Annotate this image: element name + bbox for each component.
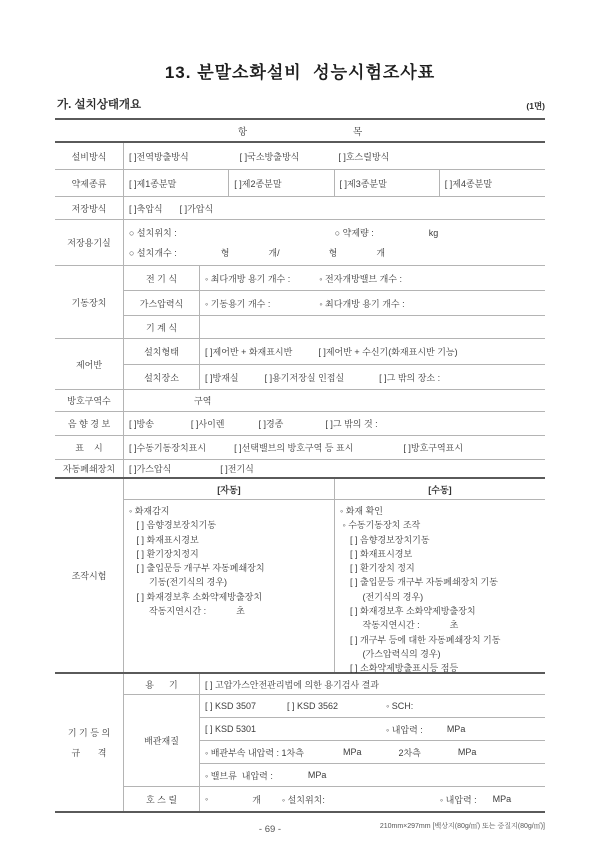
- subrow-content: [200, 695, 545, 717]
- section-heading: 가. 설치상태개요: [57, 99, 142, 111]
- unit-label: 구역: [194, 396, 212, 406]
- manual-checklist-line: ◦ 수동기동장치 조작: [340, 520, 421, 531]
- unit-label: 형: [220, 247, 230, 258]
- field-label: ◦ 기동용기 개수 :: [205, 298, 271, 309]
- subrow-pipe-material: [124, 695, 545, 787]
- row-operation-test: [55, 477, 545, 672]
- manual-checklist-line: [ ] 화재표시경보: [340, 548, 413, 559]
- row-label: 방호구역수: [55, 390, 124, 411]
- auto-checklist-line: 작동지연시간 : 초: [129, 606, 245, 617]
- row-label: 저장용기실: [55, 220, 124, 265]
- checkbox-option: [ ]용기저장실 인접실: [264, 372, 345, 383]
- checkbox-option: [ ]제어반 + 화재표시반: [205, 347, 293, 357]
- field-label: ◦ 내압력 :: [386, 724, 423, 735]
- manual-column-header: [수동]: [428, 484, 452, 495]
- page-footer: [0, 821, 600, 839]
- unit-label: 개/: [268, 247, 280, 258]
- subrow-install-form: [124, 339, 545, 365]
- paper-spec-note: 210mm×297mm [백상지(80g/㎡) 또는 중질지(80g/㎡)]: [379, 823, 545, 830]
- row-content: [124, 143, 545, 169]
- row-sound-alarm: [55, 412, 545, 436]
- auto-checklist-line: [ ] 출입문등 개구부 자동폐쇄장치: [129, 563, 265, 574]
- subrow-label: 기 계 식: [124, 316, 200, 338]
- manual-column: [335, 500, 545, 672]
- checkbox-option: [ ]제1종분말: [124, 170, 229, 196]
- subrow-label: 가스압력식: [124, 291, 200, 315]
- operation-test-columns: [124, 500, 545, 672]
- manual-checklist-line: [ ] 소화약제방출표시등 점등: [340, 663, 459, 674]
- subrow-label: 설치형태: [124, 339, 200, 364]
- field-line: [129, 226, 545, 239]
- pipe-row: [200, 718, 545, 741]
- equipment-subrows: [124, 674, 545, 811]
- checkbox-option: [ ] KSD 5301: [205, 724, 257, 734]
- checkbox-option: [ ]선택밸브의 방호구역 등 표시: [234, 443, 354, 453]
- subrow-label: 호 스 릴: [124, 787, 200, 811]
- field-line: [129, 246, 545, 259]
- field-label: ○ 설치개수 :: [129, 247, 177, 258]
- field-label: ◦: [205, 794, 209, 804]
- checkbox-option: [ ]제4종분말: [444, 178, 493, 189]
- row-label-line: 규 격: [71, 748, 107, 758]
- subrow-content: [200, 674, 545, 694]
- subrow-content: [200, 741, 545, 763]
- subrow-hose-reel: [124, 787, 545, 811]
- manual-checklist-line: 작동지연시간 : 초: [340, 620, 459, 631]
- subrow-content: [200, 787, 545, 811]
- operation-test-body: [124, 479, 545, 672]
- subrow-label: 설치장소: [124, 365, 200, 389]
- row-label: [55, 674, 124, 811]
- field-label: ○ 설치위치 :: [129, 228, 177, 239]
- unit-label: 개: [252, 794, 261, 805]
- subrow-label: 전 기 식: [124, 266, 200, 290]
- unit-label: MPa: [457, 747, 477, 757]
- auto-column-header: [자동]: [124, 479, 335, 499]
- field-label: ○ 약제량 :: [334, 228, 374, 239]
- page-marker: (1면): [526, 101, 545, 111]
- checkbox-option: [ ]축압식: [129, 203, 163, 214]
- auto-checklist-line: 기동(전기식의 경우): [129, 577, 228, 588]
- row-zone-count: [55, 390, 545, 412]
- checkbox-option: [ ]가스압식: [129, 464, 172, 474]
- field-label: ◦ SCH:: [386, 701, 414, 711]
- row-content: [124, 436, 545, 459]
- row-label: 음 향 경 보: [55, 412, 124, 435]
- checkbox-option: [ ]제2종분말: [229, 170, 334, 196]
- checkbox-option: [ ]방재실: [205, 372, 239, 383]
- field-label: ◦ 내압력 :: [439, 794, 477, 805]
- row-content: [124, 460, 545, 477]
- row-content: [124, 220, 545, 265]
- row-control-panel: [55, 339, 545, 390]
- auto-checklist-line: [ ] 화재경보후 소화약제방출장치: [129, 591, 263, 602]
- row-equipment-spec: [55, 672, 545, 811]
- row-label: 제어반: [55, 339, 124, 389]
- manual-checklist-line: (전기식의 경우): [340, 591, 424, 602]
- field-label: ◦ 설치위치:: [281, 794, 325, 805]
- row-content: [124, 412, 545, 435]
- checkbox-option: [ ]가압식: [179, 203, 214, 214]
- subrow-content: [200, 316, 545, 338]
- auto-checklist-line: [ ] 환기장치정지: [129, 548, 199, 559]
- subrow-install-place: [124, 365, 545, 389]
- checkbox-option: [ ]전역방출방식: [129, 151, 189, 162]
- field-label: ◦ 최다개방 용기 개수 :: [319, 298, 405, 309]
- row-indication: [55, 436, 545, 460]
- row-auto-closer: [55, 460, 545, 477]
- control-panel-subrows: [124, 339, 545, 389]
- manual-checklist-line: [ ] 음향경보장치기동: [340, 534, 430, 545]
- manual-checklist-line: [ ] 화재경보후 소화약제방출장치: [340, 606, 476, 617]
- subrow-label: 용 기: [124, 674, 200, 694]
- row-label: 약제종류: [55, 170, 124, 196]
- row-storage-type: [55, 197, 545, 220]
- row-label: 표 시: [55, 436, 124, 459]
- manual-checklist-line: [ ] 출입문등 개구부 자동폐쇄장치 기동: [340, 577, 498, 588]
- subrow-content: [200, 339, 545, 364]
- checkbox-option: [ ]제3종분말: [335, 170, 440, 196]
- subrow-content: [200, 266, 545, 290]
- subrow-electric: [124, 266, 545, 291]
- checkbox-option: [ ]방송: [129, 419, 154, 429]
- actuator-subrows: [124, 266, 545, 338]
- subrow-vessel: [124, 674, 545, 695]
- subrow-label: 배관재질: [124, 695, 200, 786]
- unit-label: MPa: [492, 794, 512, 804]
- row-system-type: [55, 143, 545, 170]
- manual-checklist-line: [ ] 환기장치 정지: [340, 563, 415, 574]
- checkbox-option: [ ] KSD 3507: [205, 701, 257, 711]
- pipe-row: [200, 741, 545, 764]
- checkbox-option: [ ] KSD 3562: [287, 701, 339, 711]
- subrow-gas-pressure: [124, 291, 545, 316]
- field-label: ◦ 전자개방밸브 개수 :: [319, 273, 402, 284]
- subrow-content: [200, 718, 545, 740]
- row-actuator: [55, 266, 545, 339]
- unit-label: MPa: [446, 724, 466, 734]
- subrow-content: [200, 764, 545, 786]
- unit-label: MPa: [342, 747, 362, 757]
- checkbox-option: [ ]방호구역표시: [403, 443, 464, 453]
- row-content: [124, 170, 545, 196]
- manual-checklist-line: [ ] 개구부 등에 대한 자동폐쇄장치 기동: [340, 634, 501, 645]
- pipe-row: [200, 695, 545, 718]
- manual-checklist-line: ◦ 화재 확인: [340, 506, 383, 516]
- auto-checklist-line: [ ] 음향경보장치기동: [129, 520, 217, 531]
- checkbox-option: [ ]제어반 + 수신기(화재표시반 기능): [318, 347, 458, 357]
- table-header-row: [55, 120, 545, 143]
- page-number: - 69 -: [258, 824, 282, 835]
- section-header: [57, 96, 545, 112]
- row-agent-type: [55, 170, 545, 197]
- subrow-content: [200, 365, 545, 389]
- checkbox-option: [ ]사이렌: [190, 419, 225, 429]
- field-label: 2차측: [398, 747, 421, 758]
- field-label: ◦ 밸브류 내압력 :: [205, 770, 273, 781]
- row-content: [124, 390, 545, 411]
- checkbox-option: [ ] 고압가스안전관리법에 의한 용기검사 결과: [205, 679, 379, 690]
- row-label-line: 기 기 등 의: [67, 728, 111, 738]
- row-storage-room: [55, 220, 545, 266]
- header-text-right: 목: [353, 126, 363, 138]
- subrow-mechanical: [124, 316, 545, 338]
- checkbox-option: [ ]전기식: [220, 464, 254, 474]
- auto-checklist-line: [ ] 화재표시경보: [129, 534, 199, 545]
- checkbox-option: [ ]그 밖의 것 :: [325, 419, 378, 429]
- row-label: 설비방식: [55, 143, 124, 169]
- auto-column: [124, 500, 335, 672]
- checkbox-option: [ ]국소방출방식: [239, 151, 300, 162]
- pipe-rows: [200, 695, 545, 786]
- subrow-content: [200, 291, 545, 315]
- header-text-left: 항: [237, 126, 247, 138]
- checkbox-option: [ ]경종: [258, 419, 284, 429]
- field-label: ◦ 최다개방 용기 개수 :: [205, 273, 291, 284]
- field-label: ◦ 배관부속 내압력 : 1차측: [205, 747, 304, 758]
- manual-checklist-line: (가스압력식의 경우): [340, 648, 441, 659]
- row-label: 저장방식: [55, 197, 124, 219]
- row-content: [124, 197, 545, 219]
- row-label: 자동폐쇄장치: [55, 460, 124, 477]
- auto-checklist-line: ◦ 화재감지: [129, 506, 170, 516]
- page-title: 13. 분말소화설비 성능시험조사표: [164, 63, 436, 82]
- unit-label: MPa: [307, 770, 327, 780]
- survey-table: [55, 118, 545, 813]
- unit-label: kg: [428, 227, 439, 238]
- unit-label: 개: [376, 247, 386, 258]
- checkbox-option: [ ]그 밖의 장소 :: [379, 372, 441, 383]
- checkbox-option: [ ]수동기동장치표시: [129, 443, 207, 453]
- pipe-row: [200, 764, 545, 786]
- row-label: 기동장치: [55, 266, 124, 338]
- checkbox-option: [ ]호스릴방식: [338, 151, 390, 162]
- row-label: 조작시험: [55, 479, 124, 672]
- operation-test-header: [124, 479, 545, 500]
- unit-label: 형: [328, 247, 338, 258]
